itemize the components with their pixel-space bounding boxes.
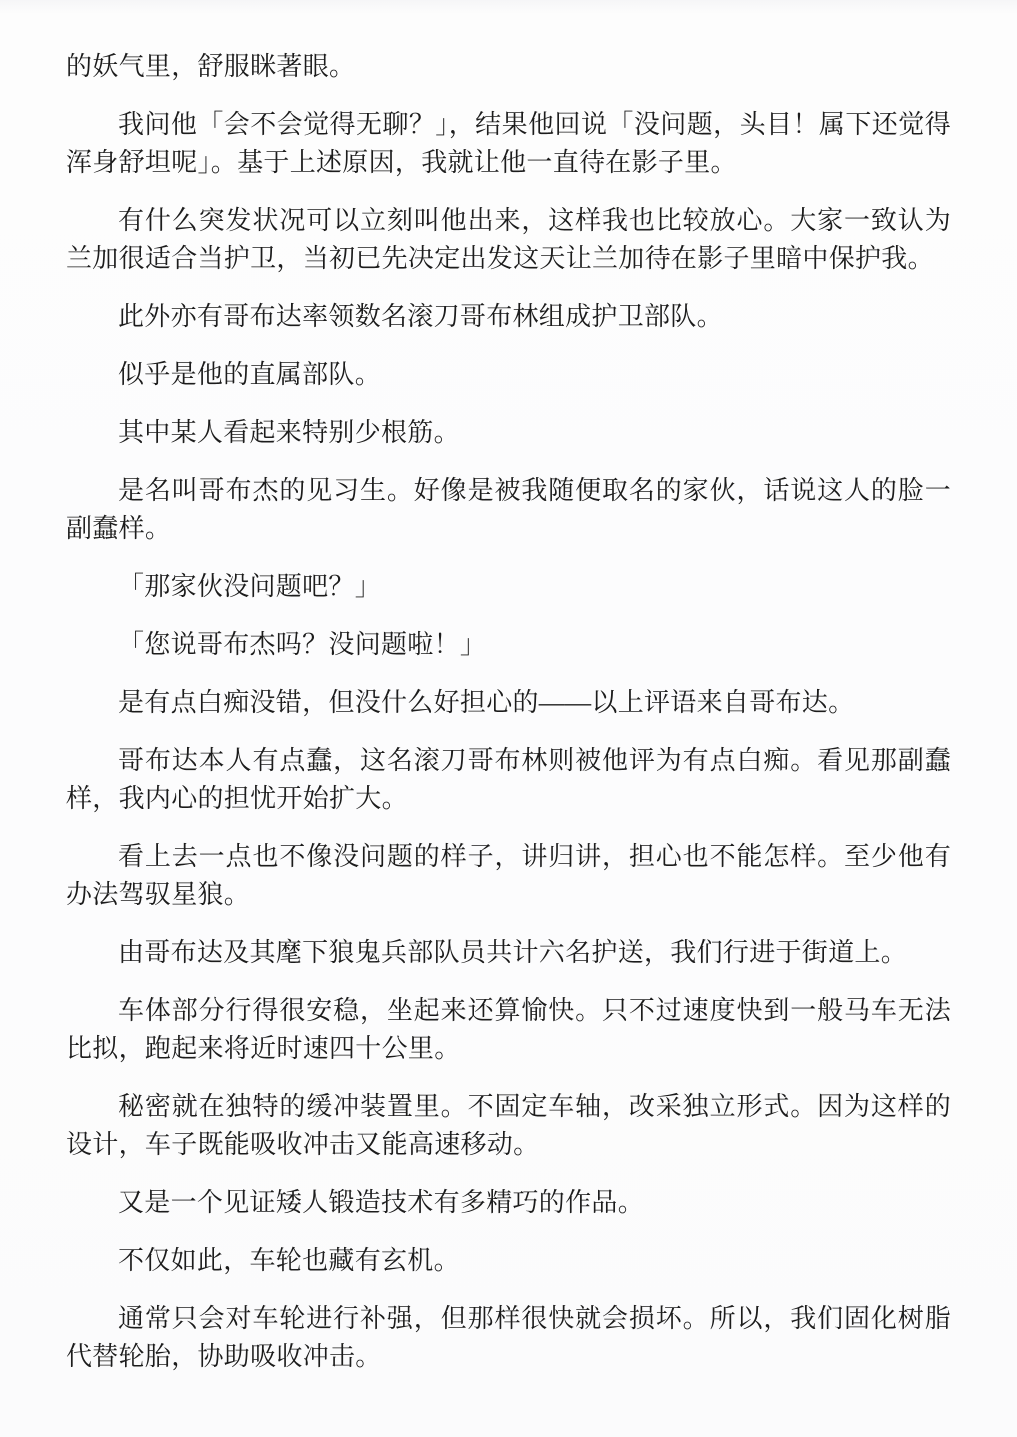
paragraph: 又是一个见证矮人锻造技术有多精巧的作品。 — [118, 1188, 645, 1217]
paragraph: 是名叫哥布杰的见习生。好像是被我随便取名的家伙，话说这人的脸一副蠢样。 — [66, 476, 951, 543]
paragraph: 哥布达本人有点蠢，这名滚刀哥布林则被他评为有点白痴。看见那副蠢样，我内心的担忧开始扩大。 — [66, 746, 951, 813]
paragraph: 有什么突发状况可以立刻叫他出来，这样我也比较放心。大家一致认为兰加很适合当护卫，当初已先决定出发这天让兰加待在影子里暗中保护我。 — [66, 206, 951, 273]
paragraph: 的妖气里，舒服眯著眼。 — [66, 52, 356, 81]
paragraph: 车体部分行得很安稳，坐起来还算愉快。只不过速度快到一般马车无法比拟，跑起来将近时速四十公里。 — [66, 996, 951, 1063]
paragraph: 此外亦有哥布达率领数名滚刀哥布林组成护卫部队。 — [118, 302, 723, 331]
paragraph: 通常只会对车轮进行补强，但那样很快就会损坏。所以，我们固化树脂代替轮胎，协助吸收冲击。 — [66, 1304, 951, 1371]
paragraph: 是有点白痴没错，但没什么好担心的——以上评语来自哥布达。 — [118, 688, 855, 717]
paragraph: 我问他「会不会觉得无聊？」，结果他回说「没问题，头目！属下还觉得浑身舒坦呢」。基于上述原因，我就让他一直待在影子里。 — [66, 110, 951, 177]
paragraph: 不仅如此，车轮也藏有玄机。 — [118, 1246, 460, 1275]
paragraph: 其中某人看起来特别少根筋。 — [118, 418, 460, 447]
paragraph: 看上去一点也不像没问题的样子，讲归讲，担心也不能怎样。至少他有办法驾驭星狼。 — [66, 842, 951, 909]
paragraph: 似乎是他的直属部队。 — [118, 360, 382, 389]
paragraph: 秘密就在独特的缓冲装置里。不固定车轴，改采独立形式。因为这样的设计，车子既能吸收冲击又能高速移动。 — [66, 1092, 951, 1159]
paragraph: 由哥布达及其麾下狼鬼兵部队员共计六名护送，我们行进于街道上。 — [118, 938, 908, 967]
paragraph: 「那家伙没问题吧？」 — [118, 572, 382, 601]
paragraph: 「您说哥布杰吗？没问题啦！」 — [118, 630, 487, 659]
